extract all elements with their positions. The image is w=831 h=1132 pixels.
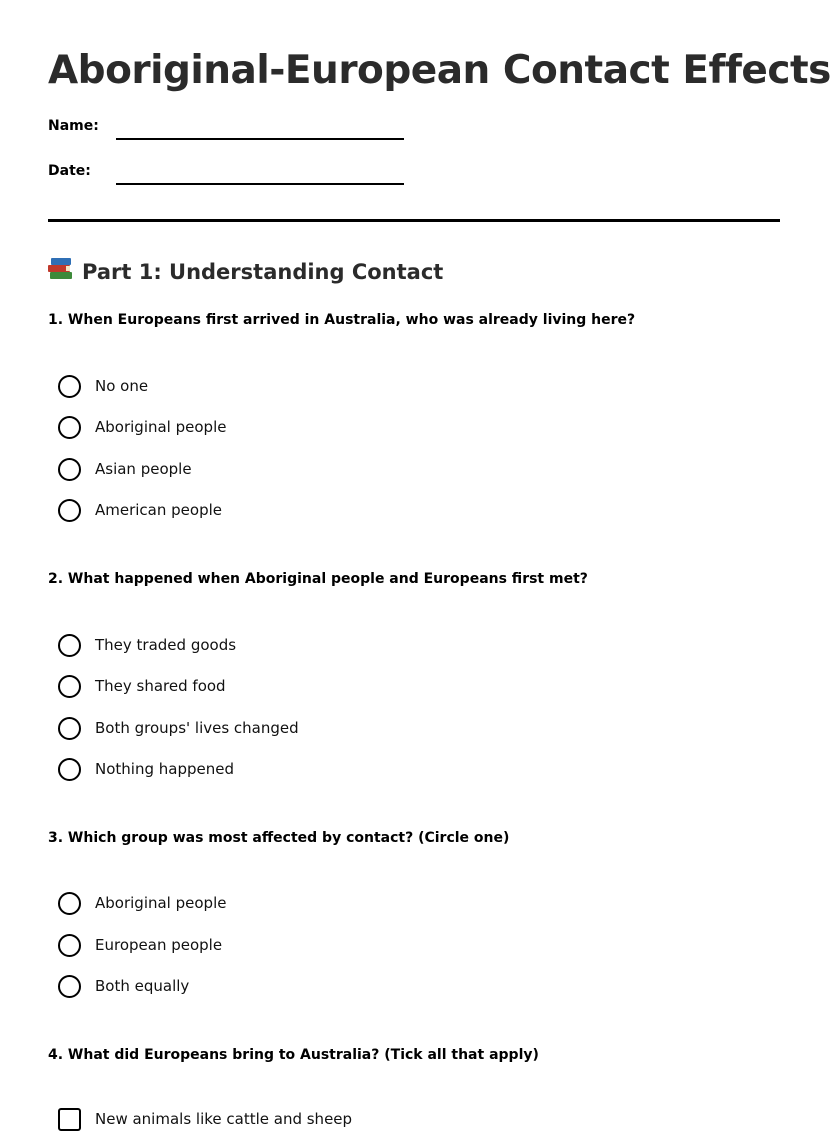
option-label: They shared food [95,677,226,695]
books-icon [48,258,74,282]
question-2: 2. What happened when Aboriginal people and Europeans first met? [48,571,588,587]
option-label: Aboriginal people [95,418,227,436]
radio-button[interactable] [58,499,81,522]
header-divider [48,219,780,222]
option-label: American people [95,501,222,519]
option-label: They traded goods [95,636,237,654]
name-field [48,118,408,142]
option-label: Both equally [95,977,190,995]
option-label: European people [95,936,223,954]
worksheet-title: Aboriginal-European Contact Effects [48,48,831,93]
checkbox[interactable] [58,1108,81,1131]
radio-button[interactable] [58,458,81,481]
date-line[interactable] [116,183,404,185]
date-label: Date: [48,163,91,179]
radio-button[interactable] [58,892,81,915]
name-label: Name: [48,118,99,134]
option-label: Asian people [95,460,192,478]
radio-button[interactable] [58,758,81,781]
radio-button[interactable] [58,416,81,439]
question-4: 4. What did Europeans bring to Australia? (Tick all that apply) [48,1047,539,1063]
radio-button[interactable] [58,975,81,998]
question-3: 3. Which group was most affected by contact? (Circle one) [48,830,510,846]
radio-button[interactable] [58,634,81,657]
radio-button[interactable] [58,675,81,698]
option-label: Nothing happened [95,760,234,778]
section-heading-part-1 [48,258,443,284]
radio-button[interactable] [58,934,81,957]
question-1: 1. When Europeans first arrived in Australia, who was already living here? [48,312,636,328]
option-label: Aboriginal people [95,894,227,912]
option-label: No one [95,377,149,395]
section-title: Part 1: Understanding Contact [82,260,444,284]
radio-button[interactable] [58,375,81,398]
radio-button[interactable] [58,717,81,740]
option-label: New animals like cattle and sheep [95,1110,353,1128]
option-label: Both groups' lives changed [95,719,299,737]
name-line[interactable] [116,138,404,140]
date-field [48,163,408,187]
